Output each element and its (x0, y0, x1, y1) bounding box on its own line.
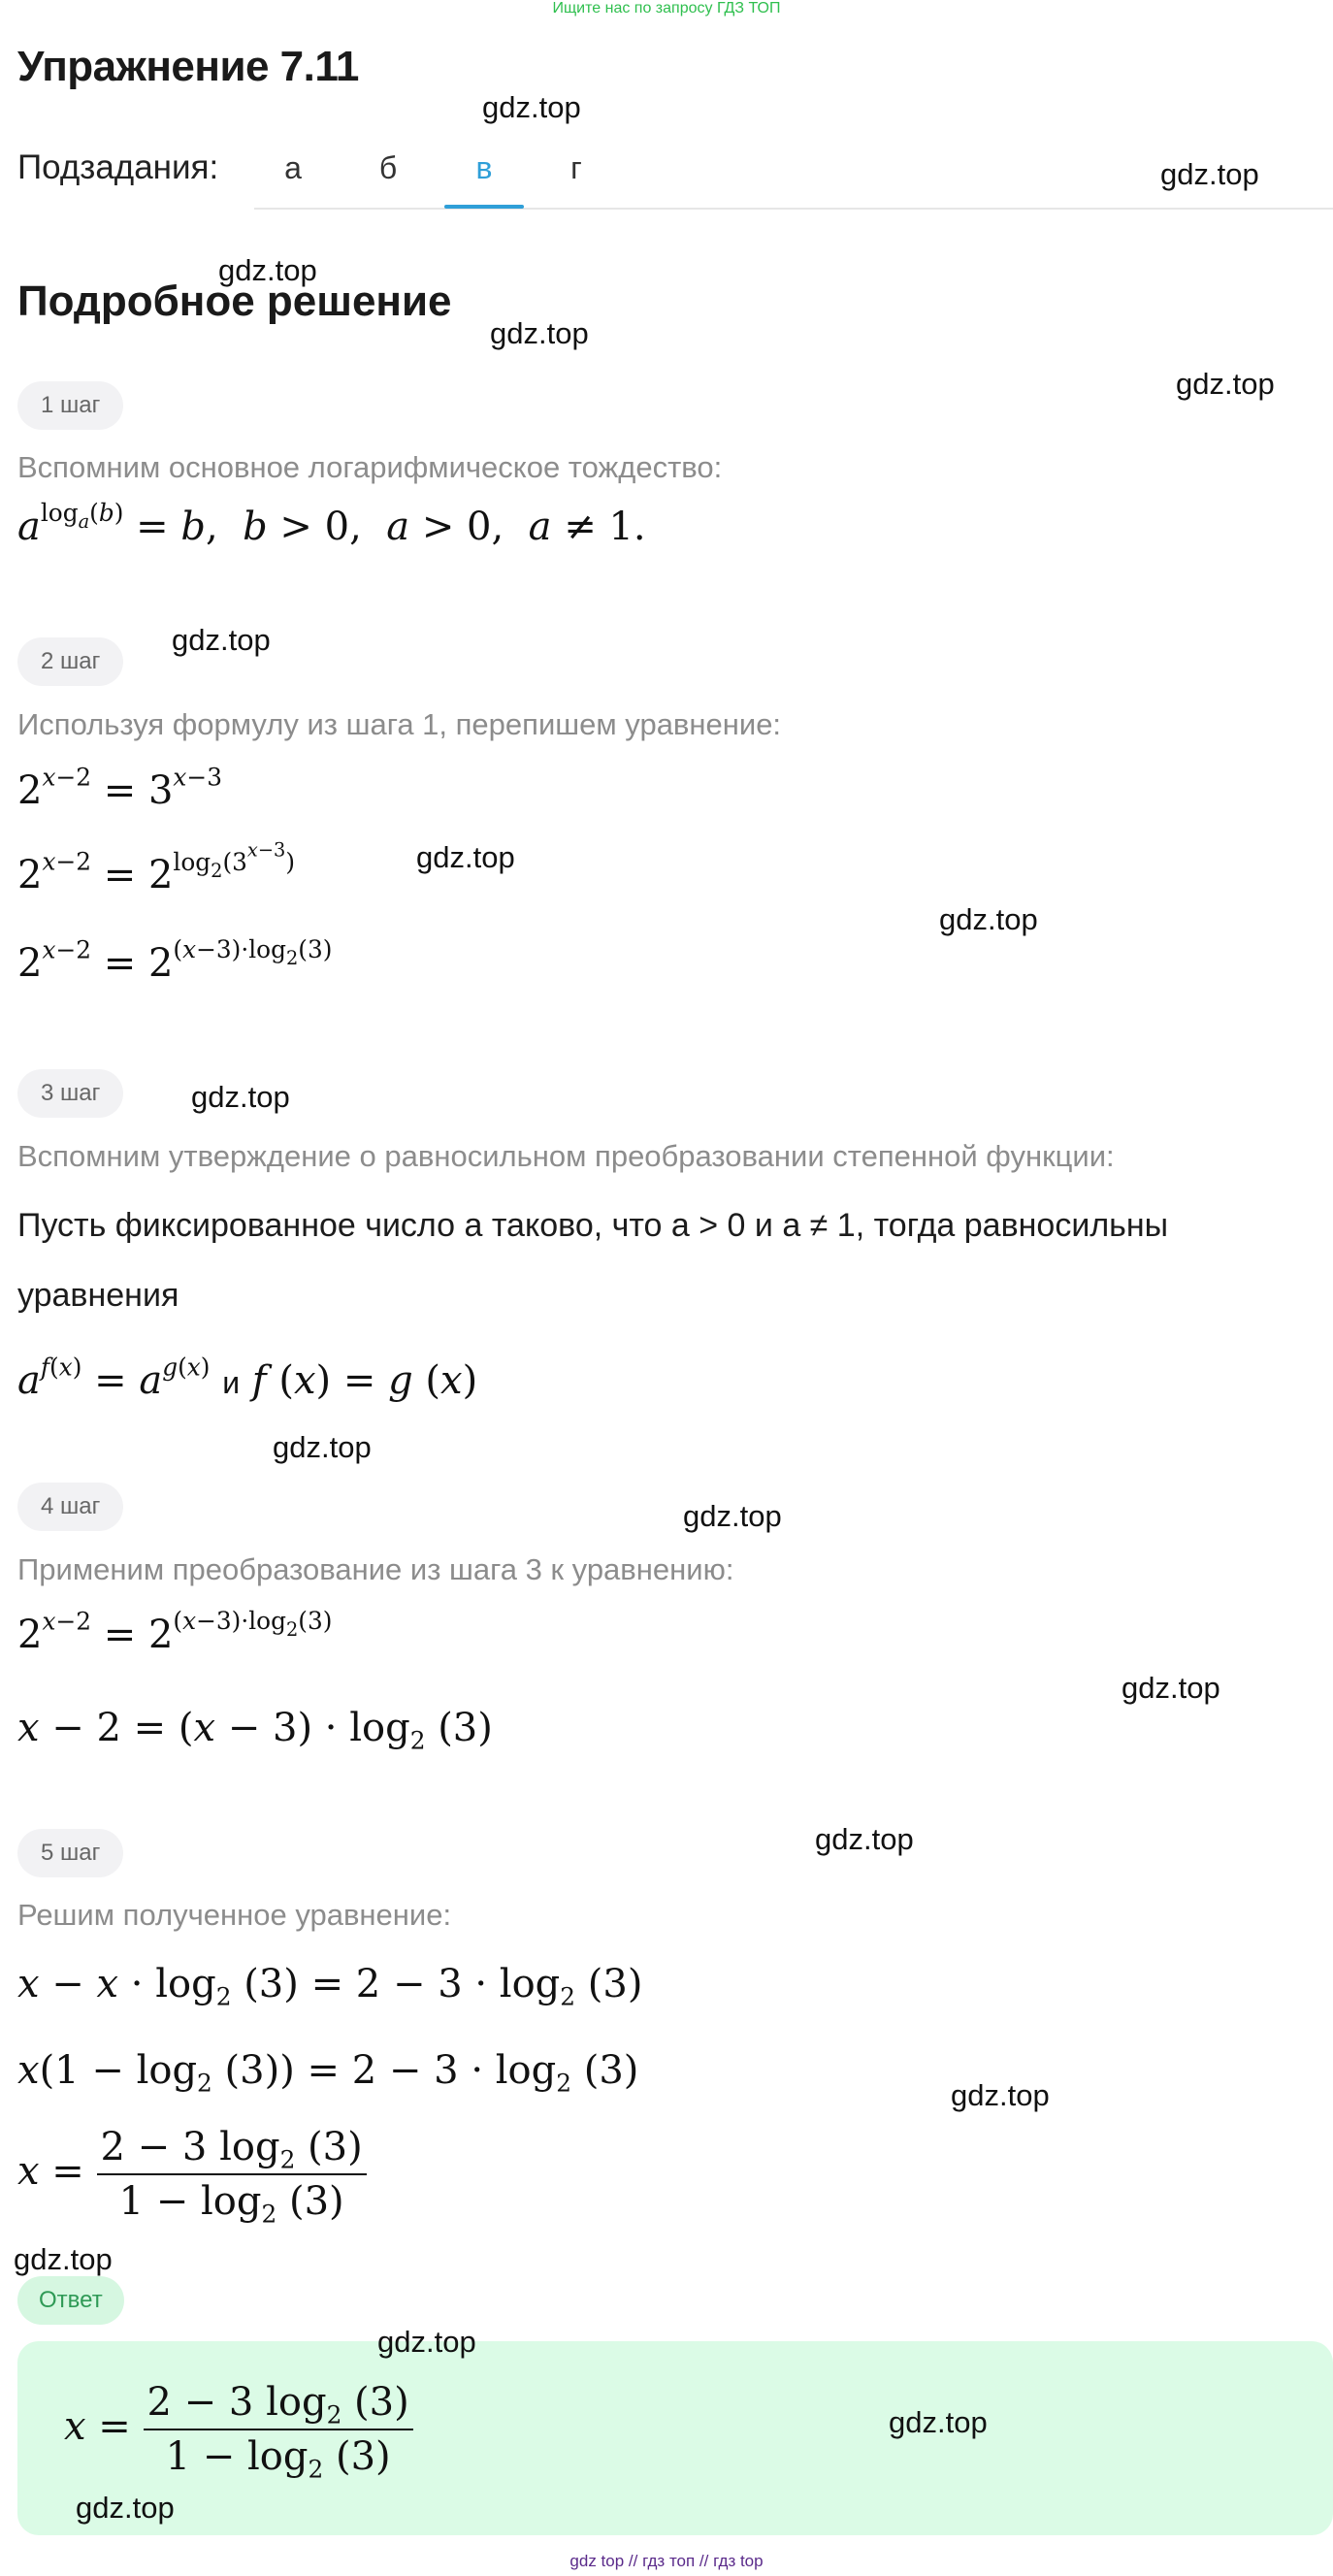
step-5-badge: 5 шаг (17, 1829, 123, 1877)
step-3-statement-line-1: Пусть фиксированное число a таково, что a > 0 и a ≠ 1, тогда равносильны (17, 1207, 1169, 1244)
step-2-formula-3: $2^{x-2} = 2^{(x-3)\cdot log_2(3)}$ (17, 935, 333, 986)
page-title: Упражнение 7.11 (17, 43, 359, 90)
watermark: gdz.top (939, 902, 1038, 936)
watermark: gdz.top (1122, 1671, 1220, 1705)
step-4-formula-1: $2^{x-2} = 2^{(x-3)\cdot log_2(3)}$ (17, 1607, 333, 1657)
tab-v[interactable]: в (475, 150, 493, 185)
tab-a[interactable]: а (284, 150, 302, 185)
watermark: gdz.top (1160, 157, 1259, 191)
watermark: gdz.top (815, 1822, 914, 1856)
step-2-formula-1: $2^{x-2} = 3^{x-3}$ (17, 763, 222, 813)
watermark: gdz.top (14, 2242, 113, 2276)
watermark: gdz.top (377, 2325, 476, 2359)
step-3-text: Вспомним утверждение о равносильном преобразовании степенной функции: (17, 1139, 1115, 1173)
step-3-badge: 3 шаг (17, 1069, 123, 1118)
footer-links[interactable]: gdz top // гдз топ // гдз top (569, 2552, 764, 2570)
watermark: gdz.top (218, 253, 317, 287)
step-4-text: Применим преобразование из шага 3 к уравнению: (17, 1552, 734, 1586)
watermark: gdz.top (482, 90, 581, 124)
watermark: gdz.top (76, 2491, 175, 2525)
step-4-formula-2: $x - 2 = (x - 3) \cdot \log_2 (3)$ (17, 1706, 493, 1755)
step-1-badge: 1 шаг (17, 381, 123, 430)
answer-formula: x = $\frac{2 - 3 \log_2 (3)}{1 - \log_2 (3)}$ (64, 2380, 413, 2479)
search-hint-banner: Ищите нас по запросу ГДЗ ТОП (552, 0, 781, 16)
watermark: gdz.top (889, 2405, 988, 2439)
step-5-formula-3: x = $\frac{2 - 3 \log_2 (3)}{1 - \log_2 (3)}$ (17, 2125, 367, 2224)
step-5-formula-1: $x - x \cdot \log_2 (3) = 2 - 3 \cdot \log_2 (3)$ (17, 1962, 643, 2011)
watermark: gdz.top (1176, 367, 1275, 401)
step-3-formula: $a^{f(x)} = a^{g(x)}$ и f (x) = g (x) (17, 1353, 478, 1403)
tabs-divider (254, 208, 1333, 210)
watermark: gdz.top (416, 840, 515, 874)
watermark: gdz.top (191, 1080, 290, 1114)
step-2-text: Используя формулу из шага 1, перепишем уравнение: (17, 707, 782, 741)
watermark: gdz.top (490, 316, 589, 350)
section-title: Подробное решение (17, 277, 452, 325)
step-5-formula-2: $x(1 - \log_2 (3)) = 2 - 3 \cdot \log_2 (3)$ (17, 2048, 639, 2098)
tab-g[interactable]: г (570, 150, 582, 185)
watermark: gdz.top (172, 623, 271, 657)
step-2-badge: 2 шаг (17, 637, 123, 686)
subtasks-label: Подзадания: (17, 148, 219, 186)
tab-b[interactable]: б (378, 150, 398, 185)
watermark: gdz.top (273, 1430, 372, 1464)
answer-badge: Ответ (17, 2276, 124, 2325)
step-1-text: Вспомним основное логарифмическое тождество: (17, 450, 723, 484)
watermark: gdz.top (683, 1499, 782, 1533)
step-4-badge: 4 шаг (17, 1483, 123, 1531)
step-2-formula-2: $2^{x-2} = 2^{log_2(3^{x-3})}$ (17, 838, 296, 898)
answer-box (17, 2341, 1333, 2535)
step-1-formula: $a^{log_a(b)} = b$, b > 0, a > 0, a ≠ 1. (17, 499, 646, 549)
watermark: gdz.top (951, 2078, 1050, 2112)
active-tab-indicator (444, 205, 524, 209)
step-3-statement-line-2: уравнения (17, 1277, 179, 1314)
step-5-text: Решим полученное уравнение: (17, 1898, 452, 1932)
